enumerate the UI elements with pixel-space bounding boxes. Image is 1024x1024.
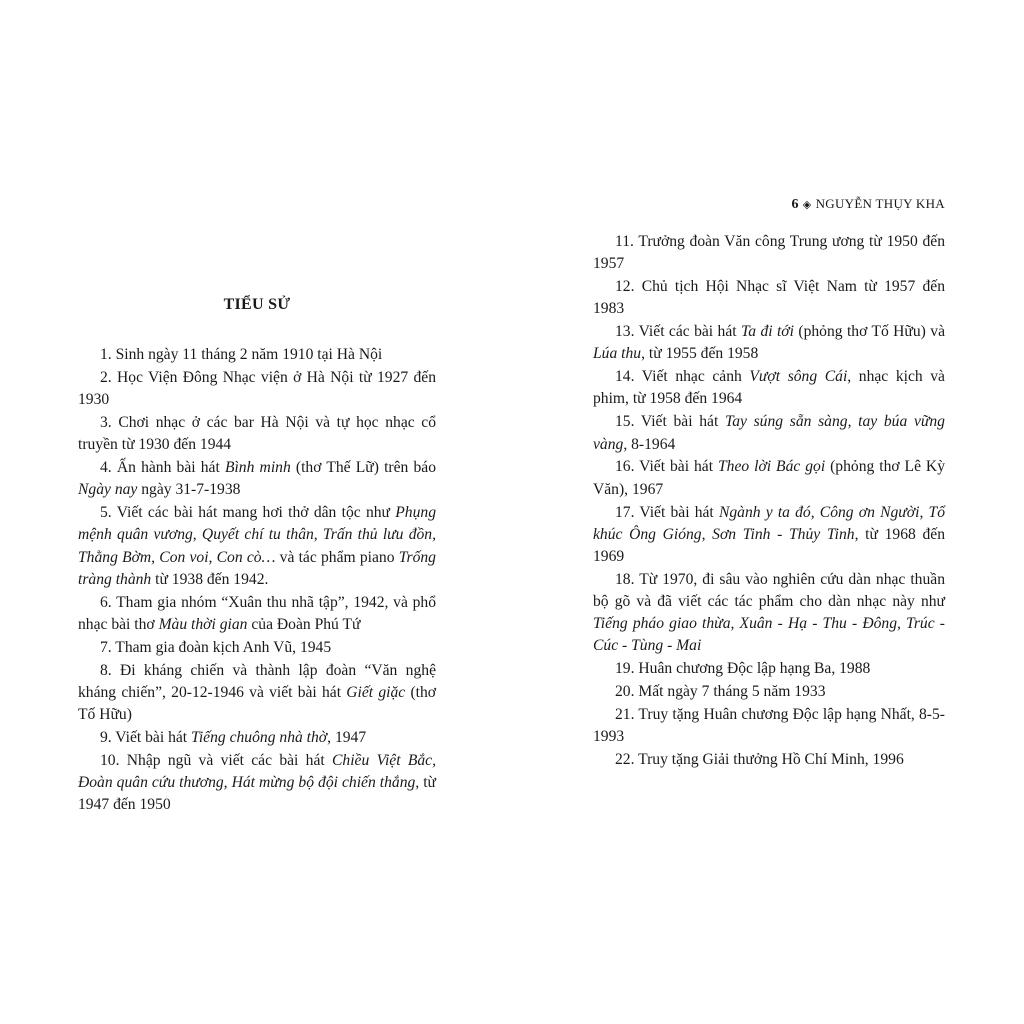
biography-entry-11: 11. Trưởng đoàn Văn công Trung ương từ 1950 đến 1957 [593,233,945,273]
biography-entry-2: 2. Học Viện Đông Nhạc viện ở Hà Nội từ 1927 đến 1930 [78,368,436,409]
biography-entry-6: 6. Tham gia nhóm “Xuân thu nhã tập”, 1942, và phổ nhạc bài thơ Màu thời gian của Đoàn Phú Tứ [78,593,436,633]
page-number: 6 [791,197,799,212]
biography-entry-13: 13. Viết các bài hát Ta đi tới (phỏng thơ Tố Hữu) và Lúa thu, từ 1955 đến 1958 [593,323,945,363]
biography-entry-5: 5. Viết các bài hát mang hơi thở dân tộc như Phụng mệnh quân vương, Quyết chí tu thân, Trấn thủ lưu đồn, Thằng Bờm, Con voi, Con cò… và tác phẩm piano Trống tràng thành từ 1938 đến 1942. [78,504,436,588]
biography-entry-20: 20. Mất ngày 7 tháng 5 năm 1933 [615,683,826,701]
biography-entry-16: 16. Viết bài hát Theo lời Bác gọi (phỏng thơ Lê Kỳ Văn), 1967 [593,458,945,498]
biography-entry-17: 17. Viết bài hát Ngành y ta đó, Công ơn Người, Tổ khúc Ông Gióng, Sơn Tinh - Thủy Tinh, từ 1968 đến 1969 [593,503,945,565]
biography-entry-8: 8. Đi kháng chiến và thành lập đoàn “Văn nghệ kháng chiến”, 20-12-1946 và viết bài hát Giết giặc (thơ Tố Hữu) [78,661,437,724]
biography-entry-3: 3. Chơi nhạc ở các bar Hà Nội và tự học nhạc cổ truyền từ 1930 đến 1944 [78,413,436,454]
author-name: NGUYỄN THỤY KHA [815,196,945,211]
biography-entry-22: 22. Truy tặng Giải thưởng Hồ Chí Minh, 1996 [615,751,904,769]
biography-entry-10: 10. Nhập ngũ và viết các bài hát Chiều Việt Bắc, Đoàn quân cứu thương, Hát mừng bộ đội chiến thắng, từ 1947 đến 1950 [78,751,436,814]
biography-entry-18: 18. Từ 1970, đi sâu vào nghiên cứu dàn nhạc thuần bộ gõ và đã viết các tác phẩm cho dàn nhạc này như Tiếng pháo giao thừa, Xuân - Hạ - Thu - Đông, Trúc - Cúc - Tùng - Mai [593,570,945,655]
running-head [593,196,945,213]
biography-entry-1: 1. Sinh ngày 11 tháng 2 năm 1910 tại Hà Nội [100,346,383,363]
biography-entry-14: 14. Viết nhạc cảnh Vượt sông Cái, nhạc kịch và phim, từ 1958 đến 1964 [593,368,945,408]
biography-entry-21: 21. Truy tặng Huân chương Độc lập hạng Nhất, 8-5-1993 [593,706,945,746]
biography-entry-4: 4. Ấn hành bài hát Bình minh (thơ Thế Lữ) trên báo Ngày nay ngày 31-7-1938 [78,459,436,499]
ornament-icon: ◈ [802,199,812,211]
biography-list-right [593,231,945,772]
biography-entry-7: 7. Tham gia đoàn kịch Anh Vũ, 1945 [100,638,332,656]
page-title: TIỂU SỬ [223,296,291,313]
biography-list-left [78,344,436,817]
biography-entry-15: 15. Viết bài hát Tay súng sẵn sàng, tay búa vững vàng, 8-1964 [593,413,945,453]
biography-entry-19: 19. Huân chương Độc lập hạng Ba, 1988 [615,660,871,678]
biography-entry-9: 9. Viết bài hát Tiếng chuông nhà thờ, 1947 [100,728,367,746]
biography-entry-12: 12. Chủ tịch Hội Nhạc sĩ Việt Nam từ 1957 đến 1983 [593,278,945,318]
